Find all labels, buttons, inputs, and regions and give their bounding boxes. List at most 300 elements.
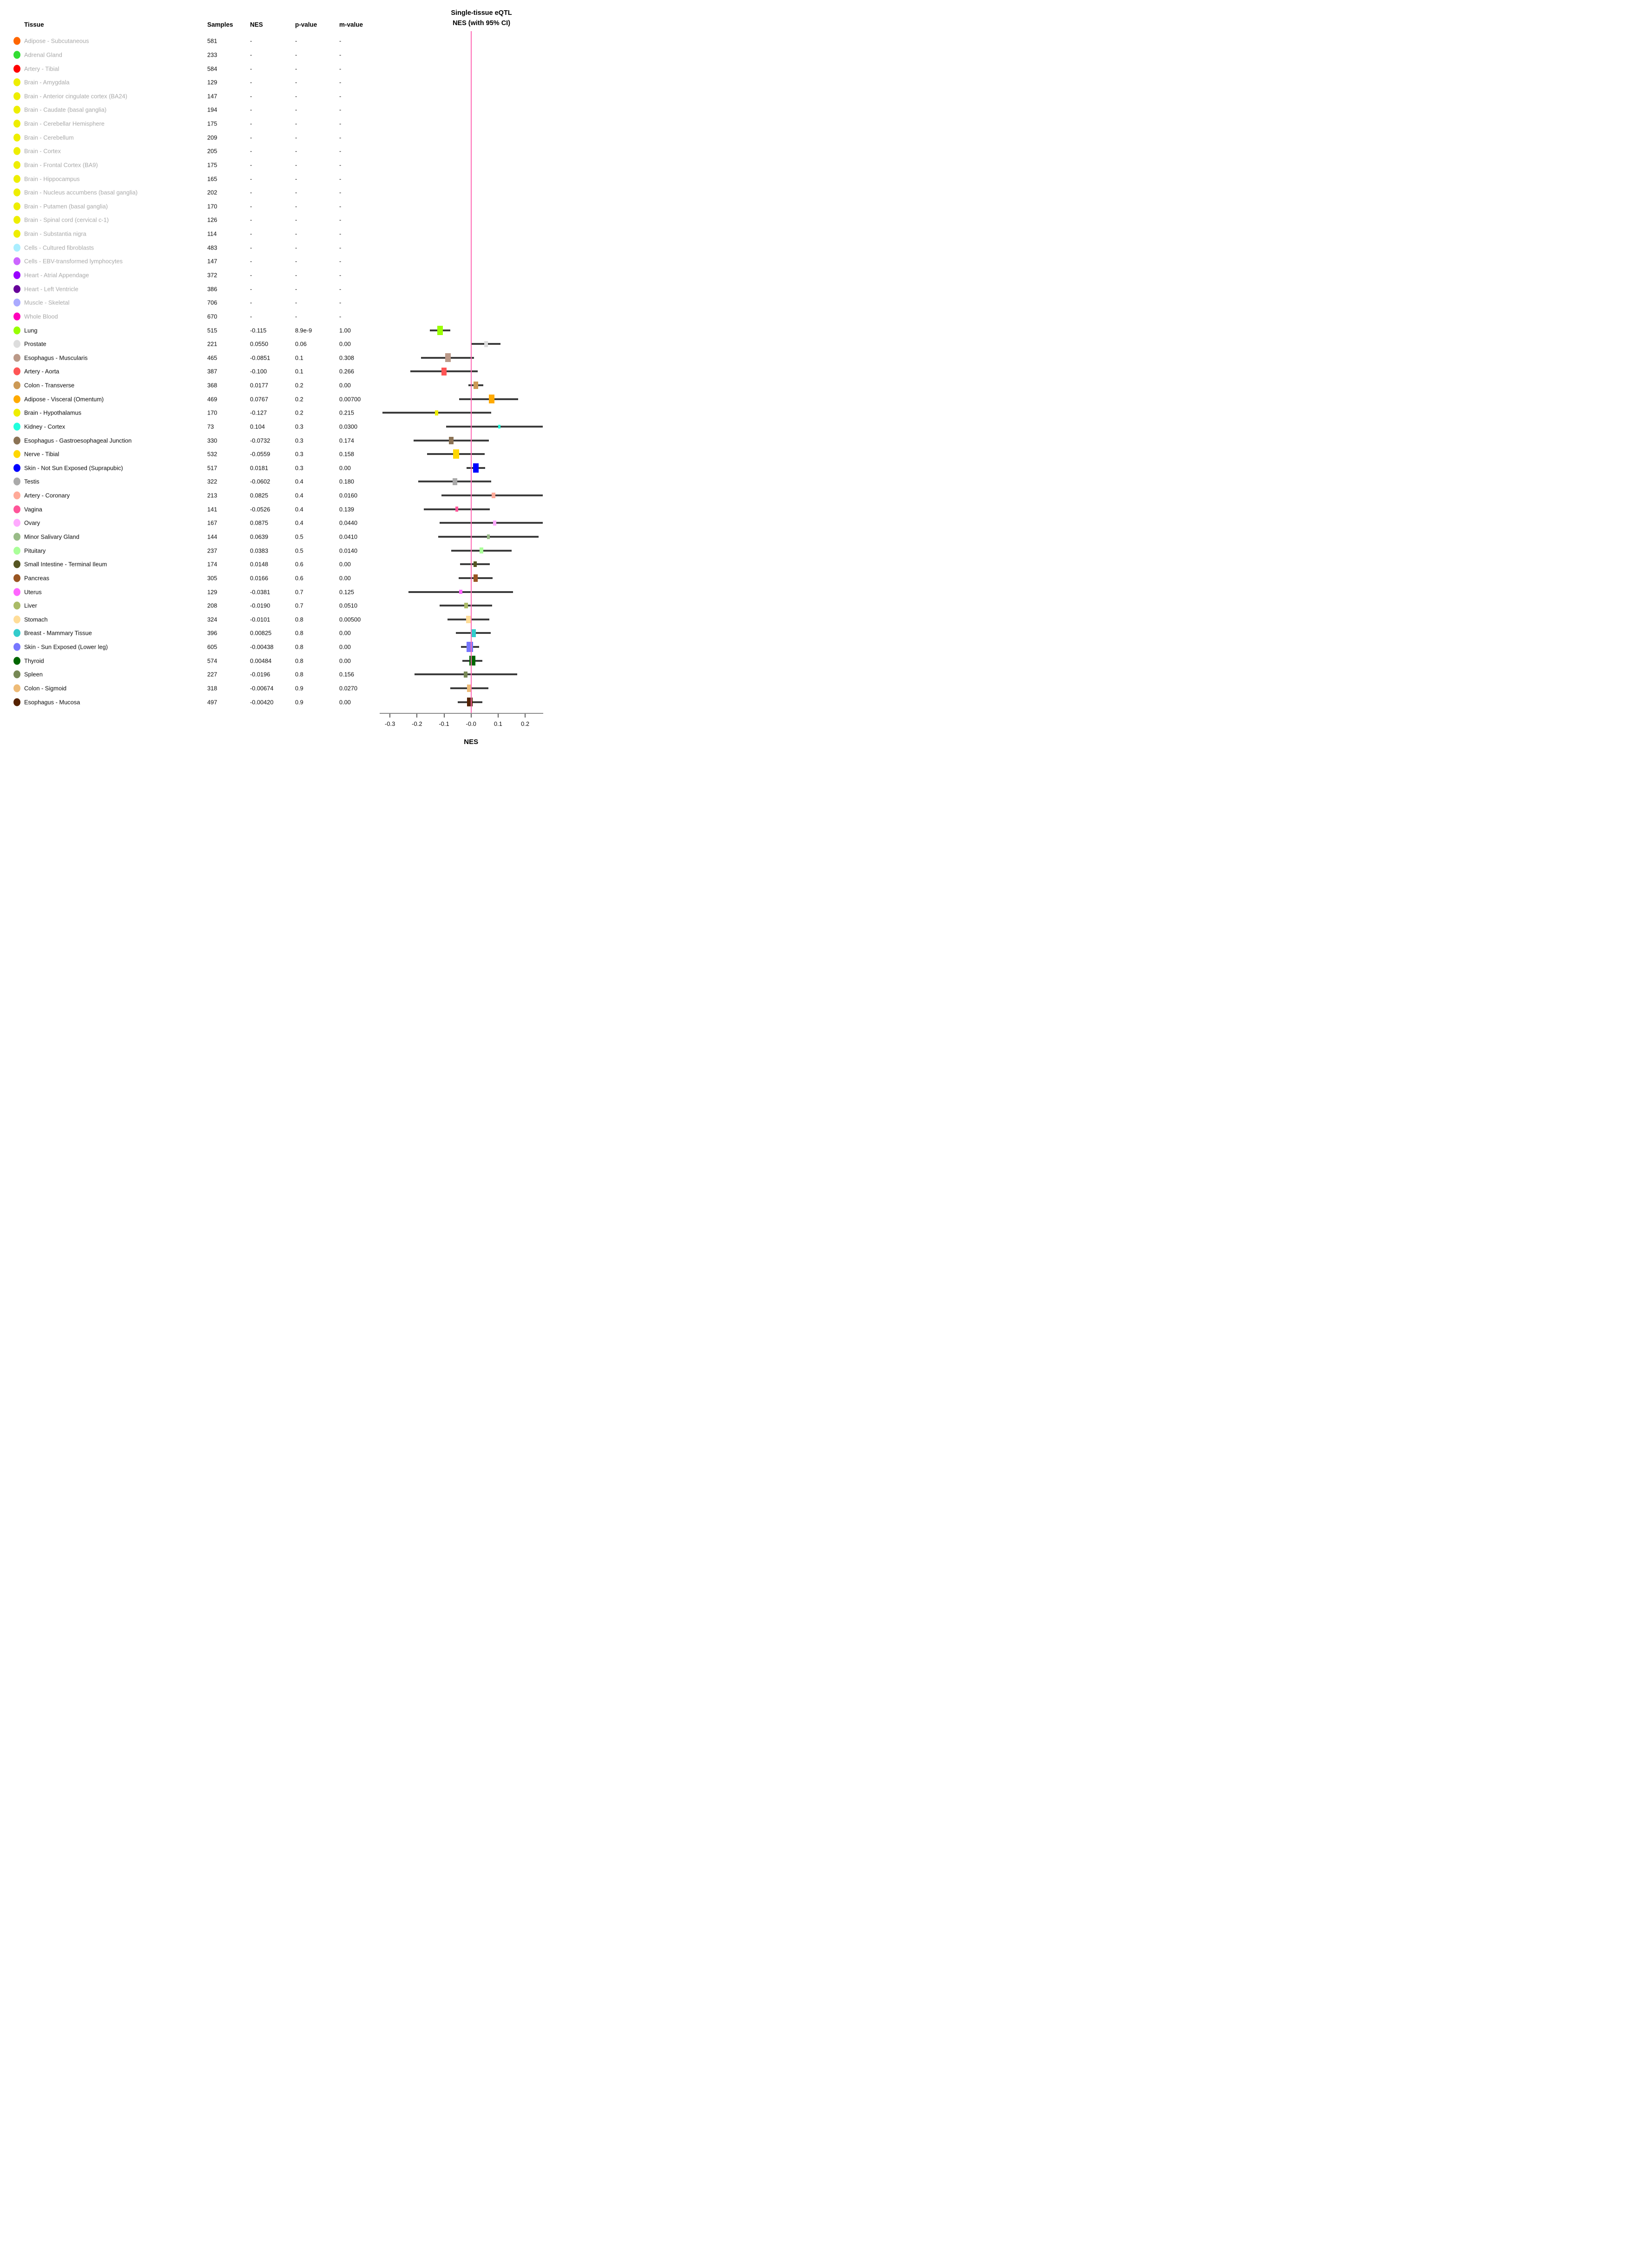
p-value: 0.2 <box>295 395 303 403</box>
tissue-color-dot <box>13 395 20 403</box>
nes-value: 0.00825 <box>250 629 272 637</box>
column-header-nes: NES <box>250 21 263 28</box>
m-value: 0.174 <box>339 437 355 444</box>
nes-box <box>453 449 459 459</box>
tissue-row <box>0 254 551 268</box>
tissue-color-dot <box>13 547 20 554</box>
nes-value: -0.0190 <box>250 602 270 609</box>
tissue-color-dot <box>13 354 20 362</box>
tissue-name: Brain - Nucleus accumbens (basal ganglia) <box>24 189 138 196</box>
nes-value: -0.0602 <box>250 478 270 485</box>
tissue-name: Heart - Atrial Appendage <box>24 271 89 279</box>
tissue-name: Brain - Amygdala <box>24 79 70 86</box>
m-value: - <box>339 216 342 224</box>
samples-value: 515 <box>207 327 217 334</box>
tissue-name: Artery - Coronary <box>24 492 70 499</box>
tissue-row <box>0 241 551 255</box>
m-value: - <box>339 120 342 127</box>
samples-value: 205 <box>207 147 217 155</box>
samples-value: 465 <box>207 354 217 362</box>
nes-box <box>467 642 473 652</box>
m-value: 0.00 <box>339 340 351 348</box>
tissue-row <box>0 323 551 337</box>
samples-value: 670 <box>207 313 217 320</box>
tissue-color-dot <box>13 519 20 527</box>
tissue-name: Brain - Hypothalamus <box>24 409 82 416</box>
m-value: - <box>339 230 342 237</box>
samples-value: 167 <box>207 519 217 527</box>
p-value: 0.5 <box>295 547 303 554</box>
plot-title-line1: Single-tissue eQTL <box>451 9 512 17</box>
tissue-color-dot <box>13 574 20 582</box>
tissue-color-dot <box>13 216 20 224</box>
tissue-color-dot <box>13 120 20 128</box>
tissue-name: Adrenal Gland <box>24 51 62 59</box>
samples-value: 706 <box>207 299 217 306</box>
axis-tick <box>389 714 390 718</box>
m-value: - <box>339 92 342 100</box>
p-value: 0.8 <box>295 643 303 651</box>
p-value: 0.1 <box>295 368 303 375</box>
tissue-name: Brain - Cerebellum <box>24 134 74 141</box>
m-value: 0.00500 <box>339 616 361 623</box>
samples-value: 174 <box>207 560 217 568</box>
tissue-name: Adipose - Visceral (Omentum) <box>24 395 104 403</box>
samples-value: 126 <box>207 216 217 224</box>
m-value: 0.0140 <box>339 547 358 554</box>
nes-value: - <box>250 65 252 72</box>
samples-value: 208 <box>207 602 217 609</box>
tissue-color-dot <box>13 175 20 183</box>
nes-value: - <box>250 92 252 100</box>
nes-value: -0.0526 <box>250 506 270 513</box>
samples-value: 532 <box>207 450 217 458</box>
nes-value: 0.104 <box>250 423 265 430</box>
m-value: 0.00 <box>339 574 351 582</box>
p-value: - <box>295 92 297 100</box>
nes-box <box>453 478 457 486</box>
m-value: 0.00 <box>339 382 351 389</box>
tissue-color-dot <box>13 684 20 692</box>
tissue-color-dot <box>13 133 20 141</box>
samples-value: 483 <box>207 244 217 251</box>
samples-value: 517 <box>207 464 217 472</box>
m-value: 0.00 <box>339 629 351 637</box>
nes-value: 0.0639 <box>250 533 269 540</box>
nes-value: 0.0166 <box>250 574 269 582</box>
m-value: 0.308 <box>339 354 355 362</box>
tissue-name: Small Intestine - Terminal Ileum <box>24 560 107 568</box>
m-value: - <box>339 313 342 320</box>
tissue-color-dot <box>13 368 20 376</box>
nes-value: - <box>250 257 252 265</box>
tissue-row <box>0 131 551 145</box>
nes-value: - <box>250 299 252 306</box>
nes-box <box>473 463 479 473</box>
axis-tick-label: 0.1 <box>494 720 502 727</box>
tissue-color-dot <box>13 147 20 155</box>
tissue-color-dot <box>13 657 20 665</box>
nes-box <box>474 561 477 567</box>
tissue-name: Pancreas <box>24 574 50 582</box>
samples-value: 469 <box>207 395 217 403</box>
tissue-name: Stomach <box>24 616 48 623</box>
samples-value: 396 <box>207 629 217 637</box>
plot-title <box>451 8 512 28</box>
tissue-color-dot <box>13 92 20 100</box>
tissue-name: Brain - Caudate (basal ganglia) <box>24 106 107 113</box>
tissue-color-dot <box>13 202 20 210</box>
tissue-name: Skin - Not Sun Exposed (Suprapubic) <box>24 464 123 472</box>
axis-tick-label: 0.2 <box>520 720 530 727</box>
samples-value: 144 <box>207 533 217 540</box>
samples-value: 387 <box>207 368 217 375</box>
nes-value: -0.0101 <box>250 616 270 623</box>
tissue-name: Brain - Frontal Cortex (BA9) <box>24 161 98 169</box>
p-value: 0.2 <box>295 382 303 389</box>
p-value: 0.4 <box>295 506 303 513</box>
m-value: - <box>339 79 342 86</box>
nes-value: - <box>250 106 252 113</box>
tissue-color-dot <box>13 230 20 238</box>
samples-value: 322 <box>207 478 217 485</box>
m-value: - <box>339 299 342 306</box>
samples-value: 175 <box>207 161 217 169</box>
tissue-color-dot <box>13 65 20 72</box>
axis-tick <box>471 714 472 718</box>
nes-value: -0.0732 <box>250 437 270 444</box>
tissue-row <box>0 282 551 296</box>
ci-whisker <box>446 426 543 428</box>
tissue-color-dot <box>13 422 20 430</box>
nes-box <box>449 437 454 444</box>
m-value: - <box>339 106 342 113</box>
samples-value: 221 <box>207 340 217 348</box>
m-value: - <box>339 51 342 59</box>
axis-tick <box>525 714 526 718</box>
tissue-color-dot <box>13 533 20 540</box>
nes-value: 0.0875 <box>250 519 269 527</box>
tissue-color-dot <box>13 409 20 417</box>
tissue-row <box>0 158 551 172</box>
samples-value: 114 <box>207 230 217 237</box>
m-value: 0.00700 <box>339 395 361 403</box>
tissue-color-dot <box>13 51 20 59</box>
column-header-mvalue: m-value <box>339 21 363 28</box>
tissue-name: Lung <box>24 327 38 334</box>
m-value: - <box>339 271 342 279</box>
nes-value: -0.0851 <box>250 354 270 362</box>
p-value: 0.8 <box>295 657 303 665</box>
eqtl-forest-plot-page <box>0 0 551 751</box>
tissue-color-dot <box>13 615 20 623</box>
samples-value: 73 <box>207 423 214 430</box>
samples-value: 194 <box>207 106 217 113</box>
tissue-color-dot <box>13 464 20 472</box>
p-value: - <box>295 175 297 183</box>
tissue-color-dot <box>13 629 20 637</box>
tissue-color-dot <box>13 505 20 513</box>
axis-tick-label: -0.2 <box>412 720 422 727</box>
m-value: 0.0410 <box>339 533 358 540</box>
tissue-row <box>0 103 551 117</box>
nes-value: - <box>250 216 252 224</box>
tissue-name: Whole Blood <box>24 313 58 320</box>
tissue-row <box>0 75 551 89</box>
samples-value: 170 <box>207 203 217 210</box>
samples-value: 147 <box>207 92 217 100</box>
p-value: 0.8 <box>295 616 303 623</box>
tissue-color-dot <box>13 560 20 568</box>
column-header-pvalue: p-value <box>295 21 317 28</box>
samples-value: 141 <box>207 506 217 513</box>
p-value: 0.7 <box>295 588 303 595</box>
tissue-row <box>0 296 551 310</box>
tissue-color-dot <box>13 671 20 679</box>
tissue-name: Colon - Sigmoid <box>24 685 67 692</box>
samples-value: 165 <box>207 175 217 183</box>
m-value: 0.180 <box>339 478 355 485</box>
tissue-name: Nerve - Tibial <box>24 450 59 458</box>
p-value: - <box>295 106 297 113</box>
samples-value: 330 <box>207 437 217 444</box>
plot-title-line2: NES (with 95% CI) <box>452 20 511 27</box>
nes-value: -0.00420 <box>250 698 274 706</box>
nes-box <box>474 574 478 581</box>
tissue-name: Minor Salivary Gland <box>24 533 79 540</box>
tissue-color-dot <box>13 79 20 86</box>
p-value: 0.1 <box>295 354 303 362</box>
p-value: - <box>295 161 297 169</box>
tissue-row <box>0 227 551 241</box>
p-value: - <box>295 134 297 141</box>
nes-axis-line <box>380 713 543 714</box>
p-value: - <box>295 79 297 86</box>
tissue-name: Thyroid <box>24 657 44 665</box>
axis-tick <box>498 714 499 718</box>
nes-value: - <box>250 134 252 141</box>
tissue-name: Uterus <box>24 588 42 595</box>
nes-value: - <box>250 161 252 169</box>
samples-value: 202 <box>207 189 217 196</box>
nes-value: 0.0383 <box>250 547 269 554</box>
tissue-color-dot <box>13 643 20 651</box>
zero-reference-line <box>471 31 472 713</box>
nes-value: -0.127 <box>250 409 267 416</box>
nes-value: -0.0381 <box>250 588 270 595</box>
p-value: - <box>295 244 297 251</box>
p-value: - <box>295 65 297 72</box>
tissue-name: Cells - EBV-transformed lymphocytes <box>24 257 123 265</box>
column-header-tissue: Tissue <box>24 21 44 28</box>
nes-box <box>480 547 483 554</box>
p-value: - <box>295 230 297 237</box>
samples-value: 497 <box>207 698 217 706</box>
p-value: 0.8 <box>295 629 303 637</box>
nes-box <box>464 672 467 678</box>
m-value: - <box>339 134 342 141</box>
nes-value: 0.0181 <box>250 464 269 472</box>
nes-box <box>467 698 473 707</box>
nes-value: 0.0767 <box>250 395 269 403</box>
nes-box <box>445 353 451 362</box>
tissue-row <box>0 117 551 131</box>
p-value: - <box>295 257 297 265</box>
p-value: - <box>295 147 297 155</box>
tissue-color-dot <box>13 340 20 348</box>
tissue-row <box>0 337 551 351</box>
nes-value: - <box>250 271 252 279</box>
samples-value: 324 <box>207 616 217 623</box>
tissue-name: Skin - Sun Exposed (Lower leg) <box>24 643 108 651</box>
tissue-name: Esophagus - Mucosa <box>24 698 80 706</box>
tissue-color-dot <box>13 602 20 610</box>
tissue-color-dot <box>13 106 20 114</box>
samples-value: 372 <box>207 271 217 279</box>
p-value: - <box>295 203 297 210</box>
nes-value: - <box>250 285 252 293</box>
m-value: 0.00 <box>339 560 351 568</box>
samples-value: 584 <box>207 65 217 72</box>
axis-tick <box>444 714 445 718</box>
p-value: 0.6 <box>295 574 303 582</box>
m-value: - <box>339 203 342 210</box>
tissue-name: Brain - Putamen (basal ganglia) <box>24 203 108 210</box>
axis-tick <box>416 714 417 718</box>
m-value: - <box>339 285 342 293</box>
m-value: - <box>339 257 342 265</box>
m-value: - <box>339 147 342 155</box>
m-value: 0.0270 <box>339 685 358 692</box>
p-value: - <box>295 299 297 306</box>
tissue-color-dot <box>13 382 20 389</box>
samples-value: 574 <box>207 657 217 665</box>
m-value: 0.0440 <box>339 519 358 527</box>
p-value: - <box>295 37 297 45</box>
m-value: 0.0510 <box>339 602 358 609</box>
m-value: 0.00 <box>339 464 351 472</box>
tissue-color-dot <box>13 450 20 458</box>
tissue-name: Artery - Aorta <box>24 368 59 375</box>
nes-box <box>484 341 488 347</box>
tissue-row <box>0 144 551 158</box>
nes-value: - <box>250 244 252 251</box>
tissue-name: Cells - Cultured fibroblasts <box>24 244 94 251</box>
p-value: 0.8 <box>295 671 303 678</box>
m-value: - <box>339 175 342 183</box>
tissue-row <box>0 268 551 282</box>
nes-box <box>493 520 496 526</box>
tissue-name: Esophagus - Muscularis <box>24 354 88 362</box>
tissue-name: Brain - Hippocampus <box>24 175 80 183</box>
nes-value: - <box>250 147 252 155</box>
m-value: 0.125 <box>339 588 355 595</box>
m-value: - <box>339 37 342 45</box>
tissue-color-dot <box>13 285 20 293</box>
tissue-color-dot <box>13 161 20 169</box>
nes-box <box>435 410 438 415</box>
tissue-color-dot <box>13 299 20 307</box>
tissue-name: Kidney - Cortex <box>24 423 66 430</box>
m-value: - <box>339 161 342 169</box>
axis-tick-label: -0.0 <box>466 720 476 727</box>
tissue-name: Adipose - Subcutaneous <box>24 37 89 45</box>
samples-value: 368 <box>207 382 217 389</box>
nes-axis-label: NES <box>464 738 479 746</box>
m-value: - <box>339 65 342 72</box>
samples-value: 213 <box>207 492 217 499</box>
m-value: 0.00 <box>339 643 351 651</box>
nes-value: -0.0196 <box>250 671 270 678</box>
axis-tick-label: -0.3 <box>384 720 395 727</box>
tissue-name: Brain - Cerebellar Hemisphere <box>24 120 105 127</box>
tissue-name: Breast - Mammary Tissue <box>24 629 92 637</box>
tissue-color-dot <box>13 244 20 251</box>
tissue-name: Ovary <box>24 519 40 527</box>
nes-box <box>455 507 459 511</box>
p-value: - <box>295 120 297 127</box>
nes-value: -0.115 <box>250 327 267 334</box>
m-value: 0.156 <box>339 671 355 678</box>
p-value: - <box>295 216 297 224</box>
nes-box <box>489 395 494 403</box>
tissue-row <box>0 48 551 62</box>
samples-value: 318 <box>207 685 217 692</box>
nes-value: 0.0177 <box>250 382 269 389</box>
p-value: - <box>295 189 297 196</box>
m-value: 0.266 <box>339 368 355 375</box>
tissue-color-dot <box>13 257 20 265</box>
nes-value: - <box>250 203 252 210</box>
tissue-color-dot <box>13 436 20 444</box>
nes-value: 0.0550 <box>250 340 269 348</box>
tissue-row <box>0 89 551 103</box>
nes-value: -0.0559 <box>250 450 270 458</box>
tissue-row <box>0 310 551 323</box>
tissue-color-dot <box>13 37 20 45</box>
tissue-name: Esophagus - Gastroesophageal Junction <box>24 437 132 444</box>
tissue-color-dot <box>13 492 20 500</box>
column-header-samples: Samples <box>207 21 233 28</box>
tissue-name: Pituitary <box>24 547 46 554</box>
tissue-row <box>0 213 551 227</box>
p-value: 0.2 <box>295 409 303 416</box>
nes-value: - <box>250 51 252 59</box>
p-value: 0.3 <box>295 464 303 472</box>
p-value: 0.5 <box>295 533 303 540</box>
p-value: 8.9e-9 <box>295 327 312 334</box>
tissue-name: Brain - Substantia nigra <box>24 230 86 237</box>
m-value: - <box>339 244 342 251</box>
nes-box <box>498 425 500 428</box>
nes-value: 0.0148 <box>250 560 269 568</box>
samples-value: 170 <box>207 409 217 416</box>
p-value: - <box>295 271 297 279</box>
p-value: 0.4 <box>295 519 303 527</box>
samples-value: 175 <box>207 120 217 127</box>
nes-value: - <box>250 175 252 183</box>
nes-value: - <box>250 37 252 45</box>
m-value: 0.158 <box>339 450 355 458</box>
samples-value: 209 <box>207 134 217 141</box>
nes-value: -0.00438 <box>250 643 274 651</box>
tissue-color-dot <box>13 312 20 320</box>
nes-value: -0.100 <box>250 368 267 375</box>
nes-value: 0.0825 <box>250 492 269 499</box>
tissue-name: Heart - Left Ventricle <box>24 285 79 293</box>
nes-value: - <box>250 120 252 127</box>
p-value: - <box>295 285 297 293</box>
